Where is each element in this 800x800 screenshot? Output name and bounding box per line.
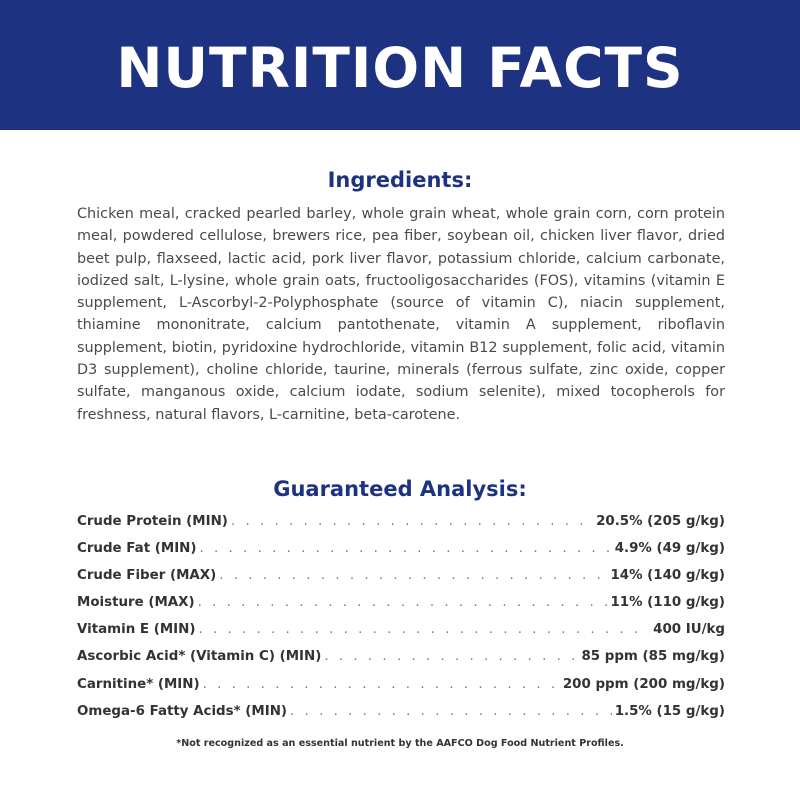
nutrient-value: 11% (110 g/kg) xyxy=(610,595,725,611)
nutrient-value: 400 IU/kg xyxy=(653,622,725,638)
analysis-row xyxy=(77,514,725,541)
analysis-row xyxy=(77,677,725,704)
nutrient-value: 4.9% (49 g/kg) xyxy=(614,541,725,557)
nutrient-value: 14% (140 g/kg) xyxy=(610,568,725,584)
dot-leader xyxy=(290,704,612,719)
ingredients-list: Chicken meal, cracked pearled barley, whole grain wheat, whole grain corn, corn protein meal, powdered cellulose, brewers rice, pea fiber, soybean oil, chicken liver flavor, dried beet pulp, flaxseed, lactic acid, pork liver flavor, potassium chloride, calcium carbonate, iodized salt, L-lysine, whole grain oats, fructooligosaccharides (FOS), vitamins (vitamin E supplement, L-Ascorbyl-2-Polyphosphate (source of vitamin C), niacin supplement, thiamine mononitrate, calcium pantothenate, vitamin A supplement, riboflavin supplement, biotin, pyridoxine hydrochloride, vitamin B12 supplement, folic acid, vitamin D3 supplement), choline chloride, taurine, minerals (ferrous sulfate, zinc oxide, copper sulfate, manganous oxide, calcium iodate, sodium selenite), mixed tocopherols for freshness, natural flavors, L-carnitine, beta-carotene. xyxy=(77,206,725,423)
analysis-row xyxy=(77,649,725,676)
nutrient-label: Crude Protein (MIN) xyxy=(77,514,228,529)
analysis-row xyxy=(77,595,725,622)
nutrient-label: Carnitine* (MIN) xyxy=(77,676,200,692)
ingredients-heading: Ingredients: xyxy=(327,168,473,192)
analysis-row xyxy=(77,541,725,568)
guaranteed-analysis-heading: Guaranteed Analysis: xyxy=(273,477,527,501)
dot-leader xyxy=(203,677,560,692)
header-banner xyxy=(0,0,800,130)
dot-leader xyxy=(198,595,608,610)
dot-leader xyxy=(198,622,650,637)
dot-leader xyxy=(219,568,607,583)
nutrient-label: Crude Fat (MIN) xyxy=(77,541,197,557)
page-title: NUTRITION FACTS xyxy=(116,36,684,100)
dot-leader xyxy=(324,649,578,664)
nutrient-label: Crude Fiber (MAX) xyxy=(77,568,217,584)
analysis-row xyxy=(77,704,725,731)
analysis-row xyxy=(77,568,725,595)
nutrient-value: 20.5% (205 g/kg) xyxy=(596,514,725,529)
nutrient-value: 200 ppm (200 mg/kg) xyxy=(562,676,725,692)
nutrient-label: Omega-6 Fatty Acids* (MIN) xyxy=(77,703,288,719)
nutrient-value: 1.5% (15 g/kg) xyxy=(614,703,725,719)
nutrient-label: Moisture (MAX) xyxy=(77,595,195,611)
dot-leader xyxy=(200,541,612,556)
footnote: *Not recognized as an essential nutrient by the AAFCO Dog Food Nutrient Profiles. xyxy=(176,738,624,749)
nutrient-label: Ascorbic Acid* (Vitamin C) (MIN) xyxy=(77,649,322,665)
dot-leader xyxy=(231,514,593,529)
nutrient-label: Vitamin E (MIN) xyxy=(77,622,196,638)
nutrient-value: 85 ppm (85 mg/kg) xyxy=(581,649,725,665)
analysis-row xyxy=(77,622,725,649)
guaranteed-analysis-table xyxy=(77,514,725,731)
